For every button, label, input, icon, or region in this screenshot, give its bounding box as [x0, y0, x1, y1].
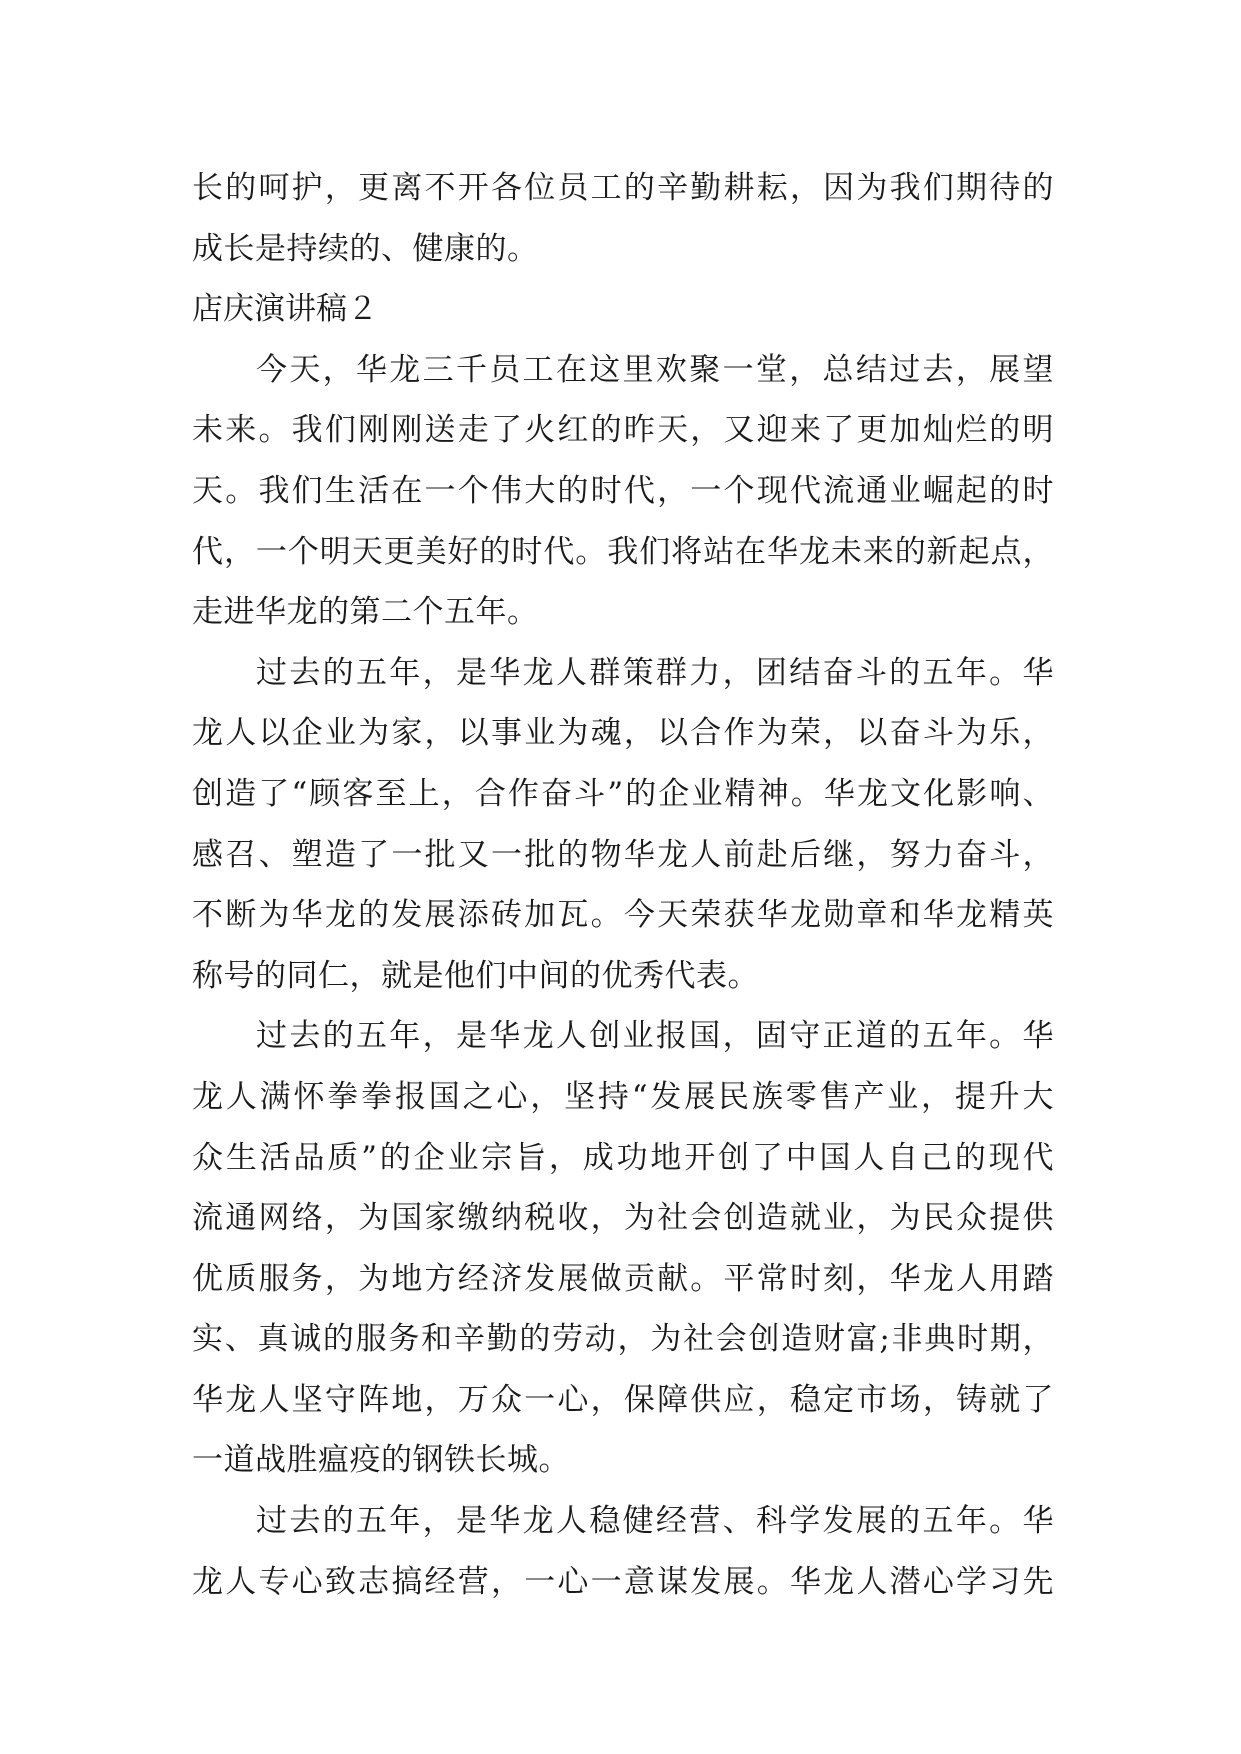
text-line: 龙人满怀拳拳报国之心，坚持“发展民族零售产业，提升大: [192, 1078, 1054, 1115]
text-line: 过去的五年，是华龙人群策群力，团结奋斗的五年。华: [256, 654, 1054, 691]
text-line: 称号的同仁，就是他们中间的优秀代表。: [192, 957, 759, 994]
paragraph-4: [192, 1491, 1054, 1612]
text-line: 长的呵护，更离不开各位员工的辛勤耕耘，因为我们期待的: [192, 170, 1054, 206]
text-line: 众生活品质”的企业宗旨，成功地开创了中国人自己的现代: [192, 1139, 1054, 1176]
text-line: 成长是持续的、健康的。: [192, 230, 539, 267]
text-line: 创造了“顾客至上，合作奋斗”的企业精神。华龙文化影响、: [192, 775, 1054, 812]
text-line: 代，一个明天更美好的时代。我们将站在华龙未来的新起点，: [192, 533, 1054, 570]
text-line: 实、真诚的服务和辛勤的劳动，为社会创造财富;非典时期，: [192, 1321, 1054, 1358]
text-line: 未来。我们刚刚送走了火红的昨天，又迎来了更加灿烂的明: [192, 412, 1054, 449]
section-heading: 店庆演讲稿２: [192, 291, 378, 328]
text-line: 今天，华龙三千员工在这里欢聚一堂，总结过去，展望: [256, 351, 1054, 388]
text-line: 走进华龙的第二个五年。: [192, 594, 539, 631]
text-line: 龙人专心致志搞经营，一心一意谋发展。华龙人潜心学习先: [192, 1563, 1054, 1600]
paragraph-3: [192, 1006, 1054, 1491]
document-body: [192, 158, 1054, 1612]
text-line: 不断为华龙的发展添砖加瓦。今天荣获华龙勋章和华龙精英: [192, 897, 1054, 934]
text-line: 过去的五年，是华龙人稳健经营、科学发展的五年。华: [256, 1503, 1054, 1540]
text-line: 华龙人坚守阵地，万众一心，保障供应，稳定市场，铸就了: [192, 1381, 1054, 1418]
text-line: 一道战胜瘟疫的钢铁长城。: [192, 1442, 570, 1479]
text-line: 流通网络，为国家缴纳税收，为社会创造就业，为民众提供: [192, 1200, 1054, 1237]
text-line: 优质服务，为地方经济发展做贡献。平常时刻，华龙人用踏: [192, 1260, 1054, 1297]
text-line: 天。我们生活在一个伟大的时代，一个现代流通业崛起的时: [192, 472, 1054, 509]
continuation-text: [192, 158, 1054, 279]
text-line: 过去的五年，是华龙人创业报国，固守正道的五年。华: [256, 1018, 1054, 1055]
paragraph-2: [192, 643, 1054, 1007]
text-line: 感召、塑造了一批又一批的物华龙人前赴后继，努力奋斗，: [192, 836, 1054, 873]
text-line: 龙人以企业为家，以事业为魂，以合作为荣，以奋斗为乐，: [192, 715, 1054, 752]
paragraph-1: [192, 340, 1054, 643]
